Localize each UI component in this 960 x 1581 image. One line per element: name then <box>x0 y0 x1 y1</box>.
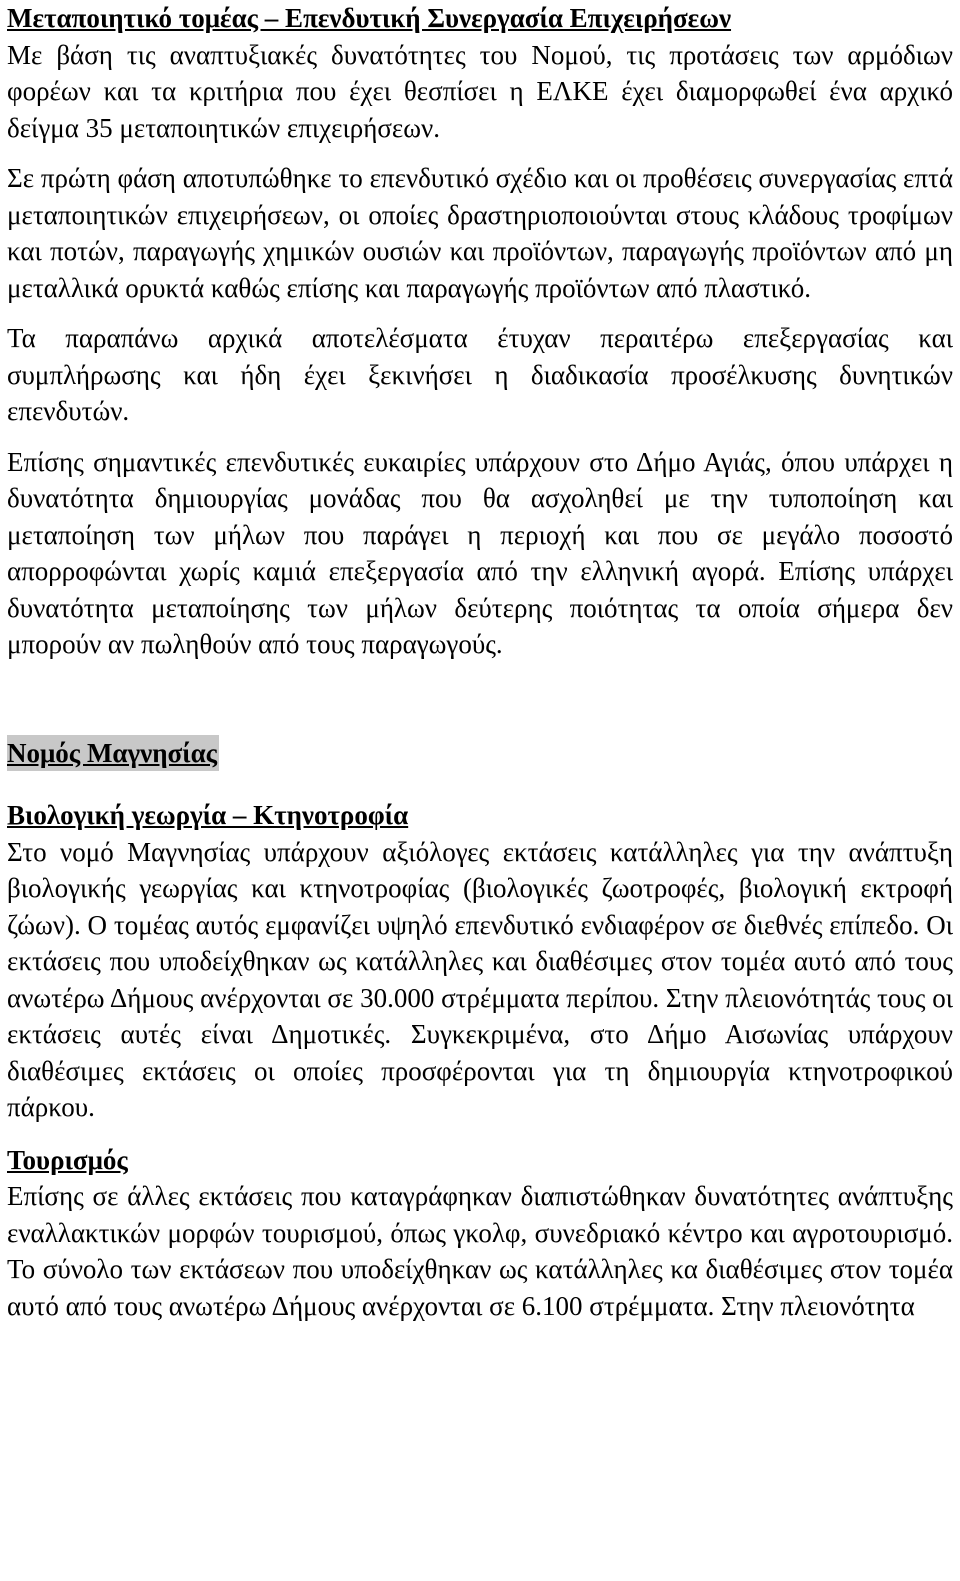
section-heading-tourism: Τουρισμός <box>7 1144 128 1175</box>
section-heading-organic: Βιολογική γεωργία – Κτηνοτροφία <box>7 800 409 830</box>
paragraph-results: Τα παραπάνω αρχικά αποτελέσματα έτυχαν περαιτέρω επεξεργασίας και συμπλήρωσης και ήδη έχει ξεκινήσει η διαδικασία προσέλκυσης δυνητικών επενδυτών. <box>7 323 953 426</box>
section-heading-manufacturing: Μεταποιητικό τομέας – Επενδυτική Συνεργασία Επιχειρήσεων <box>7 3 732 33</box>
paragraph-tourism: Επίσης σε άλλες εκτάσεις που καταγράφηκαν διαπιστώθηκαν δυνατότητες ανάπτυξης εναλλακτικών μορφών τουρισμού, όπως γκολφ, συνεδριακό κέντρο και αγροτουρισμό. Το σύνολο των εκτάσεων που υποδείχθηκαν ως κατάλληλες κα διαθέσιμες στον τομέα αυτό από τους ανωτέρω Δήμους ανέρχονται σε 6.100 στρέμματα. Στην πλειονότητα <box>7 1181 953 1321</box>
region-title: Νομός Μαγνησίας <box>7 735 219 772</box>
paragraph-organic: Στο νομό Μαγνησίας υπάρχουν αξιόλογες εκτάσεις κατάλληλες για την ανάπτυξη βιολογικής γεωργίας και κτηνοτροφίας (βιολογικές ζωοτροφές, βιολογική εκτροφή ζώων). Ο τομέας αυτός εμφανίζει υψηλό επενδυτικό ενδιαφέρον σε διεθνές επίπεδο. Οι εκτάσεις που υποδείχθηκαν ως κατάλληλες και διαθέσιμες στον τομέα αυτό από τους ανωτέρω Δήμους ανέρχονται σε 30.000 στρέμματα περίπου. Στην πλειονότητάς τους οι εκτάσεις αυτές είναι Δημοτικές. Συγκεκριμένα, στο Δήμο Αισωνίας υπάρχουν διαθέσιμες εκτάσεις οι οποίες προσφέρονται για τη δημιουργία κτηνοτροφικού πάρκου. <box>7 836 953 1122</box>
paragraph-agia: Επίσης σημαντικές επενδυτικές ευκαιρίες υπάρχουν στο Δήμο Αγιάς, όπου υπάρχει η δυνατότητα δημιουργίας μονάδας που θα ασχοληθεί με την τυποποίηση και μεταποίηση των μήλων που παράγει η περιοχή και που σε μεγάλο ποσοστό απορροφώνται χωρίς καμιά επεξεργασία από την ελληνική αγορά. Επίσης υπάρχει δυνατότητα μεταποίησης των μήλων δεύτερης ποιότητας τα οποία σήμερα δεν μπορούν αν πωληθούν από τους παραγωγούς. <box>7 446 953 659</box>
document-page <box>7 0 953 1324</box>
paragraph-sample: Με βάση τις αναπτυξιακές δυνατότητες του Νομού, τις προτάσεις των αρμόδιων φορέων και τα κριτήρια που έχει θεσπίσει η ΕΛΚΕ έχει διαμορφωθεί ένα αρχικό δείγμα 35 μεταποιητικών επιχειρήσεων. <box>7 39 953 143</box>
paragraph-first-phase: Σε πρώτη φάση αποτυπώθηκε το επενδυτικό σχέδιο και οι προθέσεις συνεργασίας επτά μεταποιητικών επιχειρήσεων, οι οποίες δραστηριοποιούνται στους κλάδους τροφίμων και ποτών, παραγωγής χημικών ουσιών και προϊόντων, παραγωγής προϊόντων από μη μεταλλικά ορυκτά καθώς επίσης και παραγωγής προϊόντων από πλαστικό. <box>7 163 953 303</box>
